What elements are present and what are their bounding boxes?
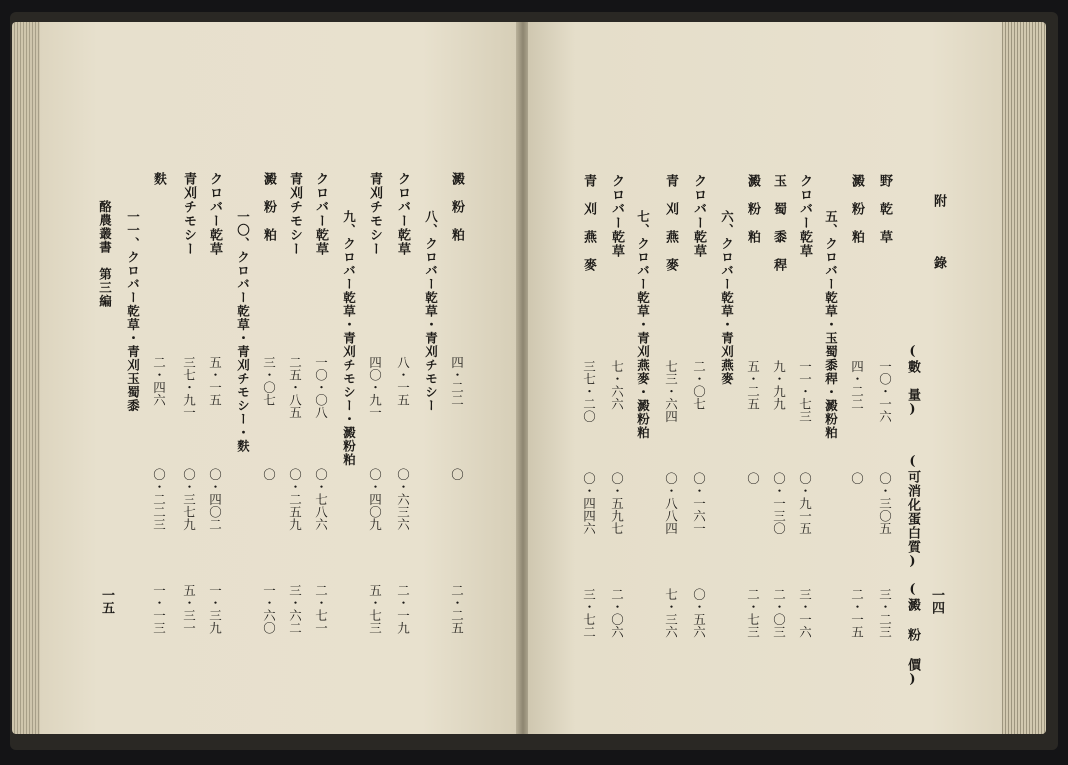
right-row-label: 澱 粉 粕: [849, 174, 864, 244]
left-protein-value: 〇・六三六: [395, 468, 411, 531]
left-quantity-value: 三七・九一: [181, 356, 197, 419]
left-row-label: 九、クロバー乾草・青刈チモシー・澱粉粕: [341, 210, 357, 467]
left-quantity-value: 一〇・〇八: [313, 356, 329, 419]
right-price-value: 三・一六: [797, 588, 813, 638]
left-price-value: 一・一三: [151, 584, 167, 634]
right-price-value: 七・三六: [663, 588, 679, 638]
right-protein-value: 〇・四四六: [581, 472, 597, 535]
left-price-value: 一・六〇: [261, 584, 277, 634]
left-row-label: 澱 粉 粕: [261, 172, 276, 242]
left-row-label: 青刈チモシー: [367, 172, 382, 256]
right-quantity-value: 四・二二: [849, 360, 865, 410]
right-price-value: 二・一五: [849, 588, 865, 638]
right-quantity-value: 一〇・一六: [877, 360, 893, 423]
left-page-number: 一五: [99, 588, 114, 614]
left-row-label: 八、クロバー乾草・青刈チモシー: [423, 210, 439, 413]
record-label: 錄: [931, 256, 946, 270]
left-row-label: クロバー乾草: [395, 172, 410, 256]
left-row-label: 青刈チモシー: [181, 172, 196, 256]
right-row-label: 澱 粉 粕: [745, 174, 760, 244]
right-protein-value: 〇・三〇五: [877, 472, 893, 535]
right-row-label: 七、クロバー乾草・青刈燕麥・澱粉粕: [635, 210, 651, 440]
left-protein-value: 〇・三七九: [181, 468, 197, 531]
right-price-value: 二・七三: [745, 588, 761, 638]
right-row-label: 五、クロバー乾草・玉蜀黍稈・澱粉粕: [823, 210, 839, 440]
left-price-value: 三・六二: [287, 584, 303, 634]
right-page-number: 一四: [929, 588, 944, 614]
left-price-value: 二・一九: [395, 584, 411, 634]
right-quantity-value: 二・〇七: [691, 360, 707, 410]
left-row-label: クロバー乾草: [313, 172, 328, 256]
appendix-label: 附: [931, 194, 946, 208]
header-protein: (可消化蛋白質): [905, 454, 920, 570]
left-quantity-value: 八・一五: [395, 356, 411, 406]
header-quantity: (數 量): [905, 344, 920, 418]
left-quantity-value: 五・一五: [207, 356, 223, 406]
right-quantity-value: 一一・七三: [797, 360, 813, 423]
right-protein-value: 〇: [849, 472, 865, 485]
left-row-label: 麩: [151, 172, 166, 186]
left-protein-value: 〇: [449, 468, 465, 481]
right-row-label: クロバー乾草: [691, 174, 706, 258]
left-quantity-value: 三・〇七: [261, 356, 277, 406]
left-page: [40, 22, 518, 734]
left-protein-value: 〇・七八六: [313, 468, 329, 531]
right-row-label: クロバー乾草: [609, 174, 624, 258]
left-row-label: クロバー乾草: [207, 172, 222, 256]
right-page: [528, 22, 1002, 734]
right-quantity-value: 九・九九: [771, 360, 787, 410]
right-protein-value: 〇: [745, 472, 761, 485]
header-price: (澱 粉 價): [905, 582, 920, 688]
left-page-footer: 酪農叢書 第三編: [97, 200, 113, 308]
left-protein-value: 〇: [261, 468, 277, 481]
right-quantity-value: 三七・二〇: [581, 360, 597, 423]
left-price-value: 一・三九: [207, 584, 223, 634]
right-quantity-value: 七・六六: [609, 360, 625, 410]
right-protein-value: 〇・九一五: [797, 472, 813, 535]
right-row-label: 玉 蜀 黍 稈: [771, 174, 786, 272]
right-row-label: 青 刈 燕 麥: [663, 174, 678, 272]
right-row-label: 六、クロバー乾草・青刈燕麥: [719, 210, 735, 386]
left-row-label: 一〇、クロバー乾草・青刈チモシー・麩: [235, 210, 251, 453]
right-quantity-value: 五・二五: [745, 360, 761, 410]
left-protein-value: 〇・四〇二: [207, 468, 223, 531]
left-quantity-value: 四〇・九一: [367, 356, 383, 419]
right-protein-value: 〇・五九七: [609, 472, 625, 535]
left-price-value: 二・二五: [449, 584, 465, 634]
left-row-label: 青刈チモシー: [287, 172, 302, 256]
left-protein-value: 〇・二二三: [151, 468, 167, 531]
right-row-label: 青 刈 燕 麥: [581, 174, 596, 272]
left-row-label: 澱 粉 粕: [449, 172, 464, 242]
right-price-value: 二・〇三: [771, 588, 787, 638]
left-protein-value: 〇・二五九: [287, 468, 303, 531]
right-protein-value: 〇・一六一: [691, 472, 707, 535]
left-page-edges: [12, 22, 42, 734]
right-price-value: 二・〇六: [609, 588, 625, 638]
left-row-label: 一一、クロバー乾草・青刈玉蜀黍: [125, 210, 141, 413]
right-price-value: 三・七二: [581, 588, 597, 638]
left-protein-value: 〇・四〇九: [367, 468, 383, 531]
right-quantity-value: 七三・六四: [663, 360, 679, 423]
right-protein-value: 〇・八八四: [663, 472, 679, 535]
right-price-value: 〇・五六: [691, 588, 707, 638]
left-price-value: 二・七一: [313, 584, 329, 634]
right-price-value: 三・二三: [877, 588, 893, 638]
right-row-label: 野 乾 草: [877, 174, 892, 244]
right-page-edges: [1000, 22, 1046, 734]
right-row-label: クロバー乾草: [797, 174, 812, 258]
left-price-value: 五・七三: [367, 584, 383, 634]
left-quantity-value: 二・四六: [151, 356, 167, 406]
left-quantity-value: 二五・八五: [287, 356, 303, 419]
right-protein-value: 〇・一三〇: [771, 472, 787, 535]
left-price-value: 五・三一: [181, 584, 197, 634]
left-quantity-value: 四・二二: [449, 356, 465, 406]
